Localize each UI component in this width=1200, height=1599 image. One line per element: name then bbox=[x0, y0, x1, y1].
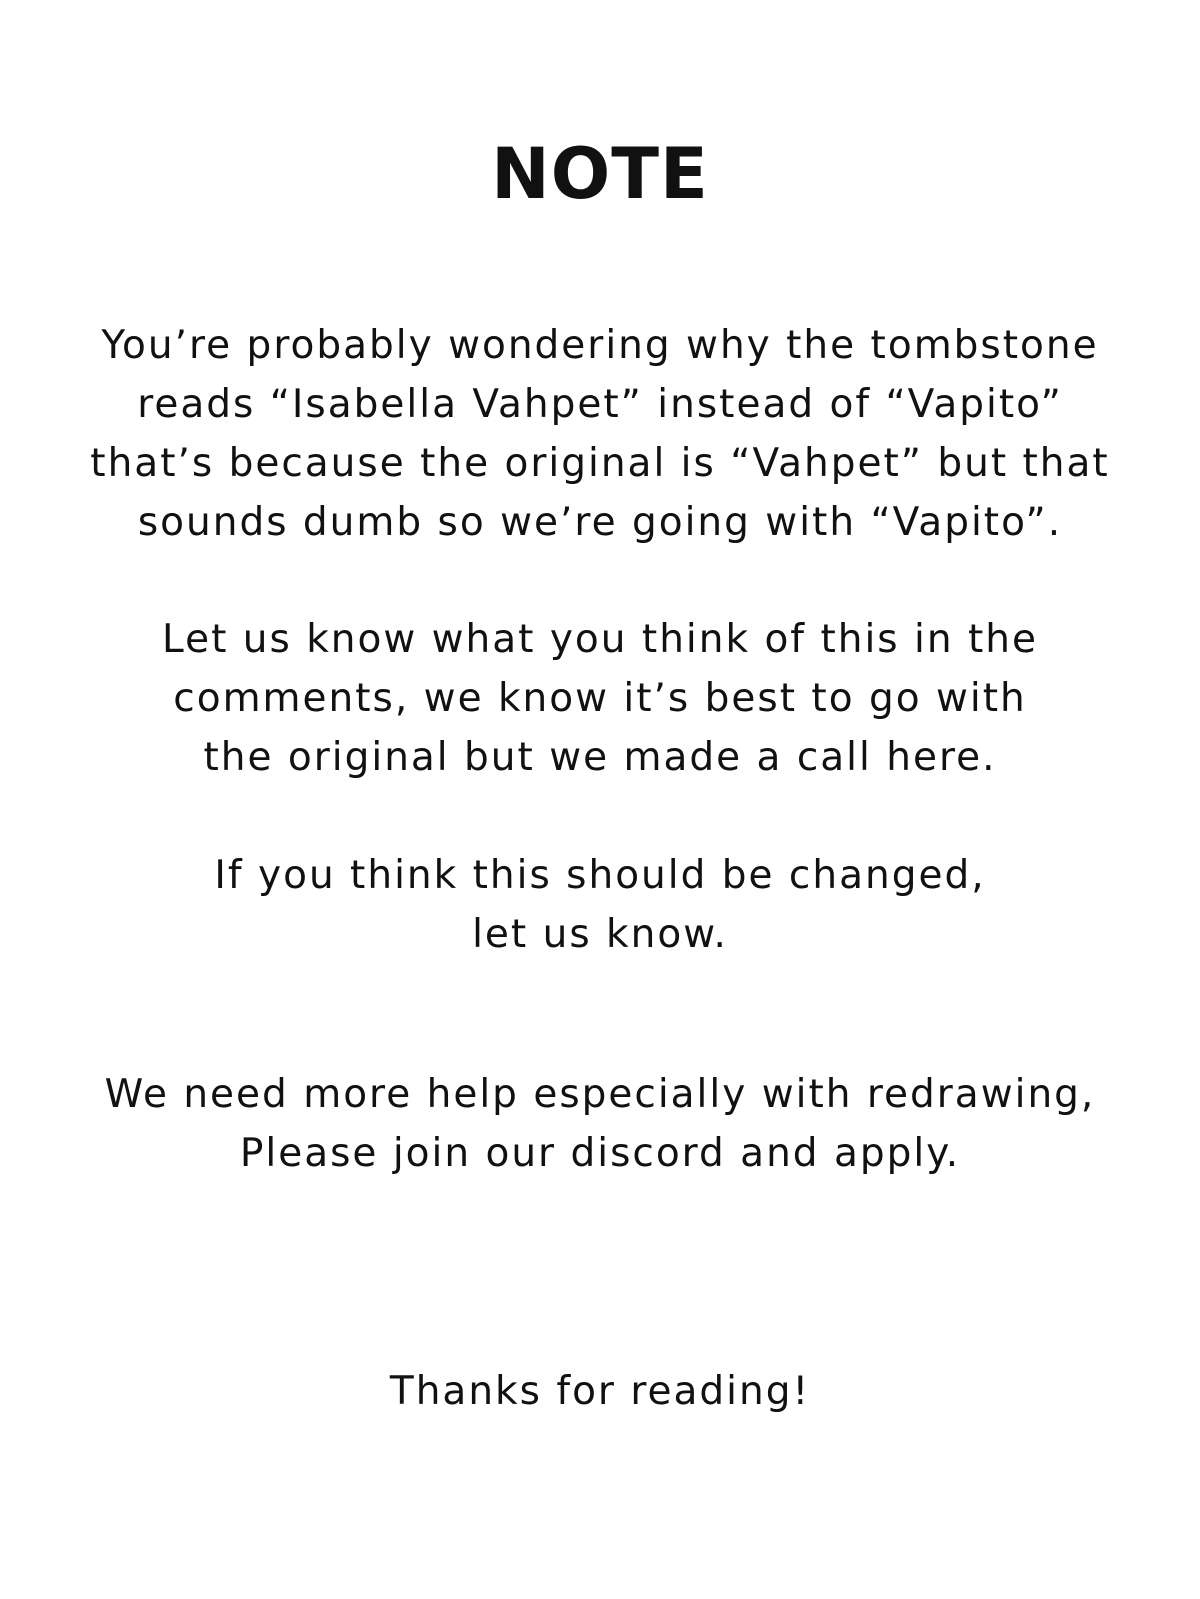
paragraph-line: You’re probably wondering why the tombstone bbox=[101, 323, 1099, 368]
paragraph-line: Thanks for reading! bbox=[389, 1369, 811, 1414]
paragraph-line: reads “Isabella Vahpet” instead of “Vapito” bbox=[137, 382, 1063, 427]
paragraph-feedback bbox=[0, 846, 1200, 964]
paragraph-line: Let us know what you think of this in the bbox=[162, 617, 1038, 662]
paragraph-line: If you think this should be changed, bbox=[214, 853, 986, 898]
paragraph-line: We need more help especially with redrawing, bbox=[104, 1072, 1096, 1117]
note-title: NOTE bbox=[491, 133, 709, 215]
paragraph-line: comments, we know it’s best to go with bbox=[173, 676, 1027, 721]
paragraph-line: the original but we made a call here. bbox=[203, 735, 997, 780]
paragraph-line: Please join our discord and apply. bbox=[239, 1131, 961, 1176]
paragraph-line: that’s because the original is “Vahpet” but that bbox=[90, 441, 1110, 486]
paragraph-line: sounds dumb so we’re going with “Vapito”. bbox=[137, 500, 1063, 545]
paragraph-recruitment bbox=[0, 1065, 1200, 1183]
paragraph-comments bbox=[0, 610, 1200, 787]
paragraph-line: let us know. bbox=[472, 912, 728, 957]
paragraph-tombstone-name bbox=[0, 316, 1200, 552]
paragraph-thanks bbox=[0, 1362, 1200, 1421]
